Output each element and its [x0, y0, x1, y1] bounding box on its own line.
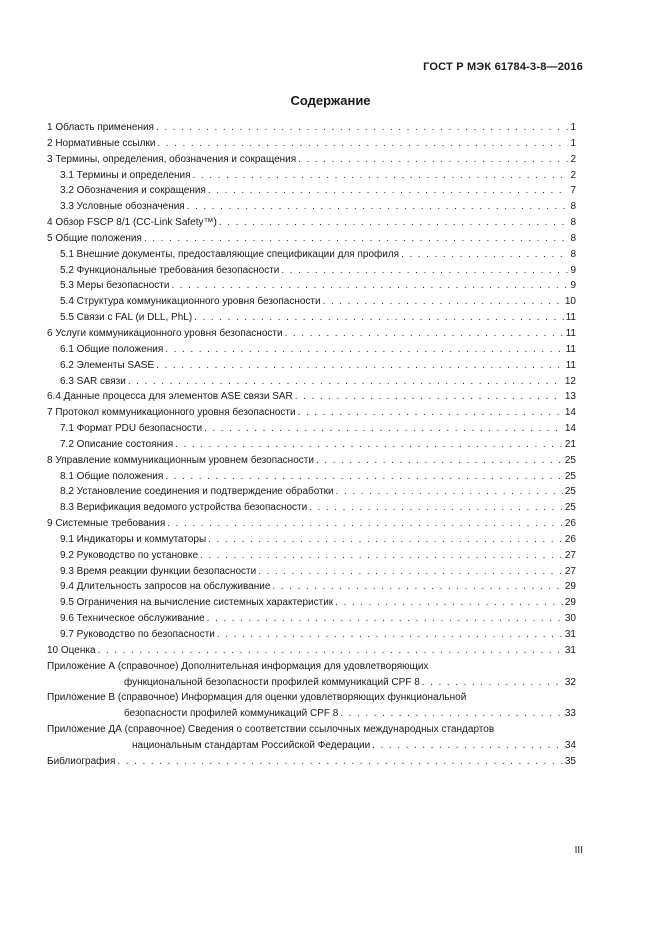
toc-entry-page: 14 [564, 407, 576, 419]
toc-entry-label: 9.3 Время реакции функции безопасности [60, 565, 257, 577]
toc-entry-label: 9.1 Индикаторы и коммутаторы [60, 533, 207, 545]
toc-entry-page: 31 [564, 644, 576, 656]
toc-entry-page: 21 [564, 438, 576, 450]
toc-entry-page: 35 [564, 755, 576, 767]
toc-entry-label: 5.3 Меры безопасности [60, 280, 170, 292]
table-of-contents [47, 120, 576, 770]
toc-entry-page: 27 [564, 565, 576, 577]
leader-dots [144, 231, 569, 247]
toc-entry[interactable] [47, 120, 576, 136]
toc-entries [47, 120, 576, 659]
toc-entry-page: 25 [564, 486, 576, 498]
toc-entry[interactable] [47, 263, 576, 279]
leader-dots [208, 532, 563, 548]
toc-annex-continuation [47, 675, 576, 691]
toc-entry-label: 6 Услуги коммуникационного уровня безопасности [47, 327, 283, 339]
toc-entry-label: 7.2 Описание состояния [60, 438, 174, 450]
leader-dots [165, 342, 563, 358]
toc-entry-page: 11 [565, 343, 576, 355]
toc-annex-entry[interactable] [47, 690, 576, 722]
toc-entry-page: 2 [570, 169, 576, 181]
leader-dots [298, 152, 568, 168]
toc-entry-page: 9 [570, 280, 576, 292]
toc-entry-label: 1 Область применения [47, 122, 154, 133]
leader-dots [281, 263, 568, 279]
toc-entry-page: 25 [564, 470, 576, 482]
toc-entry[interactable] [47, 469, 576, 485]
leader-dots [171, 278, 568, 294]
toc-entry[interactable] [47, 294, 576, 310]
toc-entry-label: 6.4 Данные процесса для элементов ASE связи SAR [47, 391, 293, 403]
toc-entry-label: 5.5 Связи с FAL (и DLL, PhL) [60, 312, 193, 324]
toc-entry-page: 25 [564, 502, 576, 514]
toc-entry[interactable] [47, 136, 576, 152]
toc-entry[interactable] [47, 532, 576, 548]
leader-dots [258, 564, 563, 580]
toc-entry-page: 14 [564, 423, 576, 435]
toc-entry[interactable] [47, 168, 576, 184]
toc-annex-entry[interactable] [47, 722, 576, 754]
leader-dots [285, 326, 564, 342]
toc-entry-label: 3.3 Условные обозначения [60, 201, 185, 213]
leader-dots [422, 675, 563, 691]
toc-entry-page: 8 [570, 248, 576, 260]
toc-entry[interactable] [47, 389, 576, 405]
page-title: Содержание [290, 93, 371, 108]
toc-entry[interactable] [47, 516, 576, 532]
toc-entry[interactable] [47, 215, 576, 231]
toc-entry-label: 5 Общие положения [47, 232, 142, 244]
toc-entry-page: 29 [564, 597, 576, 609]
toc-entry-label: 3 Термины, определения, обозначения и сокращения [47, 153, 297, 165]
leader-dots [207, 611, 563, 627]
toc-entry-label: 10 Оценка [47, 644, 96, 656]
toc-entry-page: 13 [564, 391, 576, 403]
toc-entry[interactable] [47, 421, 576, 437]
toc-entry-label: безопасности профилей коммуникаций CPF 8 [124, 708, 339, 720]
leader-dots [298, 405, 563, 421]
toc-entry-page: 9 [570, 264, 576, 276]
toc-entry[interactable] [47, 611, 576, 627]
leader-dots [175, 437, 563, 453]
toc-entry[interactable] [47, 627, 576, 643]
toc-entry[interactable] [47, 326, 576, 342]
toc-entry[interactable] [47, 437, 576, 453]
toc-entry[interactable] [47, 199, 576, 215]
toc-entry-page: 31 [564, 629, 576, 640]
toc-entry-page: 1 [570, 122, 576, 133]
toc-entry-label: 9.7 Руководство по безопасности [60, 629, 215, 640]
toc-entry-page: 25 [564, 454, 576, 466]
leader-dots [200, 548, 563, 564]
toc-annex-title: Приложение В (справочное) Информация для оценки удовлетворяющих функциональной [47, 692, 467, 704]
toc-entry[interactable] [47, 374, 576, 390]
toc-entry-page: 8 [570, 217, 576, 229]
toc-entry[interactable] [47, 548, 576, 564]
toc-entry[interactable] [47, 247, 576, 263]
toc-entry-label: 8.3 Верификация ведомого устройства безопасности [60, 502, 308, 514]
toc-entry-label: 9 Системные требования [47, 518, 166, 530]
toc-entry[interactable] [47, 405, 576, 421]
leader-dots [167, 516, 563, 532]
toc-entry-bibliography[interactable] [47, 754, 576, 770]
toc-entry-label: 7.1 Формат PDU безопасности [60, 423, 203, 435]
toc-entry-page: 11 [565, 312, 576, 324]
toc-entry[interactable] [47, 579, 576, 595]
leader-dots [187, 199, 569, 215]
toc-entry-page: 34 [564, 739, 576, 751]
toc-entry-page: 33 [564, 708, 576, 720]
leader-dots [323, 294, 563, 310]
toc-annex-title: Приложение ДА (справочное) Сведения о соответствии ссылочных международных стандартов [47, 724, 495, 736]
toc-entry[interactable] [47, 310, 576, 326]
leader-dots [309, 500, 563, 516]
toc-entry-page: 12 [564, 375, 576, 387]
leader-dots [98, 643, 563, 659]
leader-dots [340, 706, 563, 722]
toc-entry-label: 5.4 Структура коммуникационного уровня безопасности [60, 296, 321, 308]
toc-entry[interactable] [47, 342, 576, 358]
toc-annex-continuation [47, 738, 576, 754]
toc-annexes [47, 659, 576, 754]
toc-entry-label: 4 Обзор FSCP 8/1 (CC-Link Safety™) [47, 217, 217, 229]
toc-entry[interactable] [47, 595, 576, 611]
toc-entry-page: 32 [564, 676, 576, 688]
toc-entry[interactable] [47, 564, 576, 580]
toc-entry-label: 6.3 SAR связи [60, 375, 126, 387]
leader-dots [336, 484, 563, 500]
toc-entry-label: функциональной безопасности профилей коммуникаций CPF 8 [124, 676, 420, 688]
toc-entry-label: 8.2 Установление соединения и подтверждение обработки [60, 486, 334, 498]
toc-entry-label: 6.2 Элементы SASE [60, 359, 155, 371]
toc-entry[interactable] [47, 183, 576, 199]
toc-entry-label: 9.2 Руководство по установке [60, 549, 199, 561]
toc-entry-page: 11 [565, 359, 576, 371]
leader-dots [372, 738, 563, 754]
toc-entry[interactable] [47, 231, 576, 247]
toc-entry-label: 5.2 Функциональные требования безопасности [60, 264, 280, 276]
page-number: III [574, 845, 583, 856]
leader-dots [117, 754, 562, 770]
toc-entry-page: 11 [565, 327, 576, 339]
toc-entry-label: 7 Протокол коммуникационного уровня безопасности [47, 407, 296, 419]
leader-dots [295, 389, 563, 405]
toc-entry-label: 9.4 Длительность запросов на обслуживание [60, 581, 271, 593]
toc-entry-page: 1 [570, 137, 576, 149]
toc-entry-page: 26 [564, 518, 576, 530]
toc-entry-page: 8 [570, 201, 576, 213]
leader-dots [217, 627, 563, 643]
document-code-header: ГОСТ Р МЭК 61784-3-8—2016 [423, 61, 583, 73]
toc-entry[interactable] [47, 358, 576, 374]
toc-entry-label: 3.1 Термины и определения [60, 169, 191, 181]
toc-entry-label: 9.5 Ограничения на вычисление системных характеристик [60, 597, 334, 609]
toc-entry-label: 6.1 Общие положения [60, 343, 164, 355]
toc-annex-entry[interactable] [47, 659, 576, 691]
toc-entry-label: Библиография [47, 755, 116, 767]
toc-entry[interactable] [47, 278, 576, 294]
leader-dots [208, 183, 569, 199]
toc-entry-page: 30 [564, 613, 576, 625]
toc-entry-label: национальным стандартам Российской Федерации [132, 739, 371, 751]
leader-dots [401, 247, 568, 263]
leader-dots [194, 310, 563, 326]
toc-entry-label: 2 Нормативные ссылки [47, 137, 156, 149]
leader-dots [219, 215, 569, 231]
leader-dots [128, 374, 563, 390]
toc-annex-continuation [47, 706, 576, 722]
toc-entry-page: 27 [564, 549, 576, 561]
toc-entry[interactable] [47, 152, 576, 168]
toc-entry[interactable] [47, 453, 576, 469]
leader-dots [335, 595, 563, 611]
toc-entry-page: 26 [564, 533, 576, 545]
toc-entry-label: 5.1 Внешние документы, предоставляющие спецификации для профиля [60, 248, 400, 260]
toc-entry-label: 9.6 Техническое обслуживание [60, 613, 205, 625]
leader-dots [156, 358, 563, 374]
toc-entry-label: 8 Управление коммуникационным уровнем безопасности [47, 454, 314, 466]
leader-dots [157, 136, 568, 152]
toc-entry-page: 29 [564, 581, 576, 593]
leader-dots [156, 120, 568, 136]
leader-dots [193, 168, 569, 184]
toc-entry-page: 10 [564, 296, 576, 308]
toc-entry[interactable] [47, 500, 576, 516]
toc-entry-page: 7 [570, 185, 576, 197]
toc-entry-page: 2 [570, 153, 576, 165]
toc-entry[interactable] [47, 484, 576, 500]
toc-annex-title: Приложение А (справочное) Дополнительная информация для удовлетворяющих [47, 660, 429, 672]
toc-entry-page: 8 [570, 232, 576, 244]
toc-entry[interactable] [47, 643, 576, 659]
toc-entry-label: 8.1 Общие положения [60, 470, 164, 482]
leader-dots [204, 421, 563, 437]
leader-dots [272, 579, 562, 595]
toc-entry-label: 3.2 Обозначения и сокращения [60, 185, 206, 197]
leader-dots [165, 469, 563, 485]
leader-dots [316, 453, 563, 469]
